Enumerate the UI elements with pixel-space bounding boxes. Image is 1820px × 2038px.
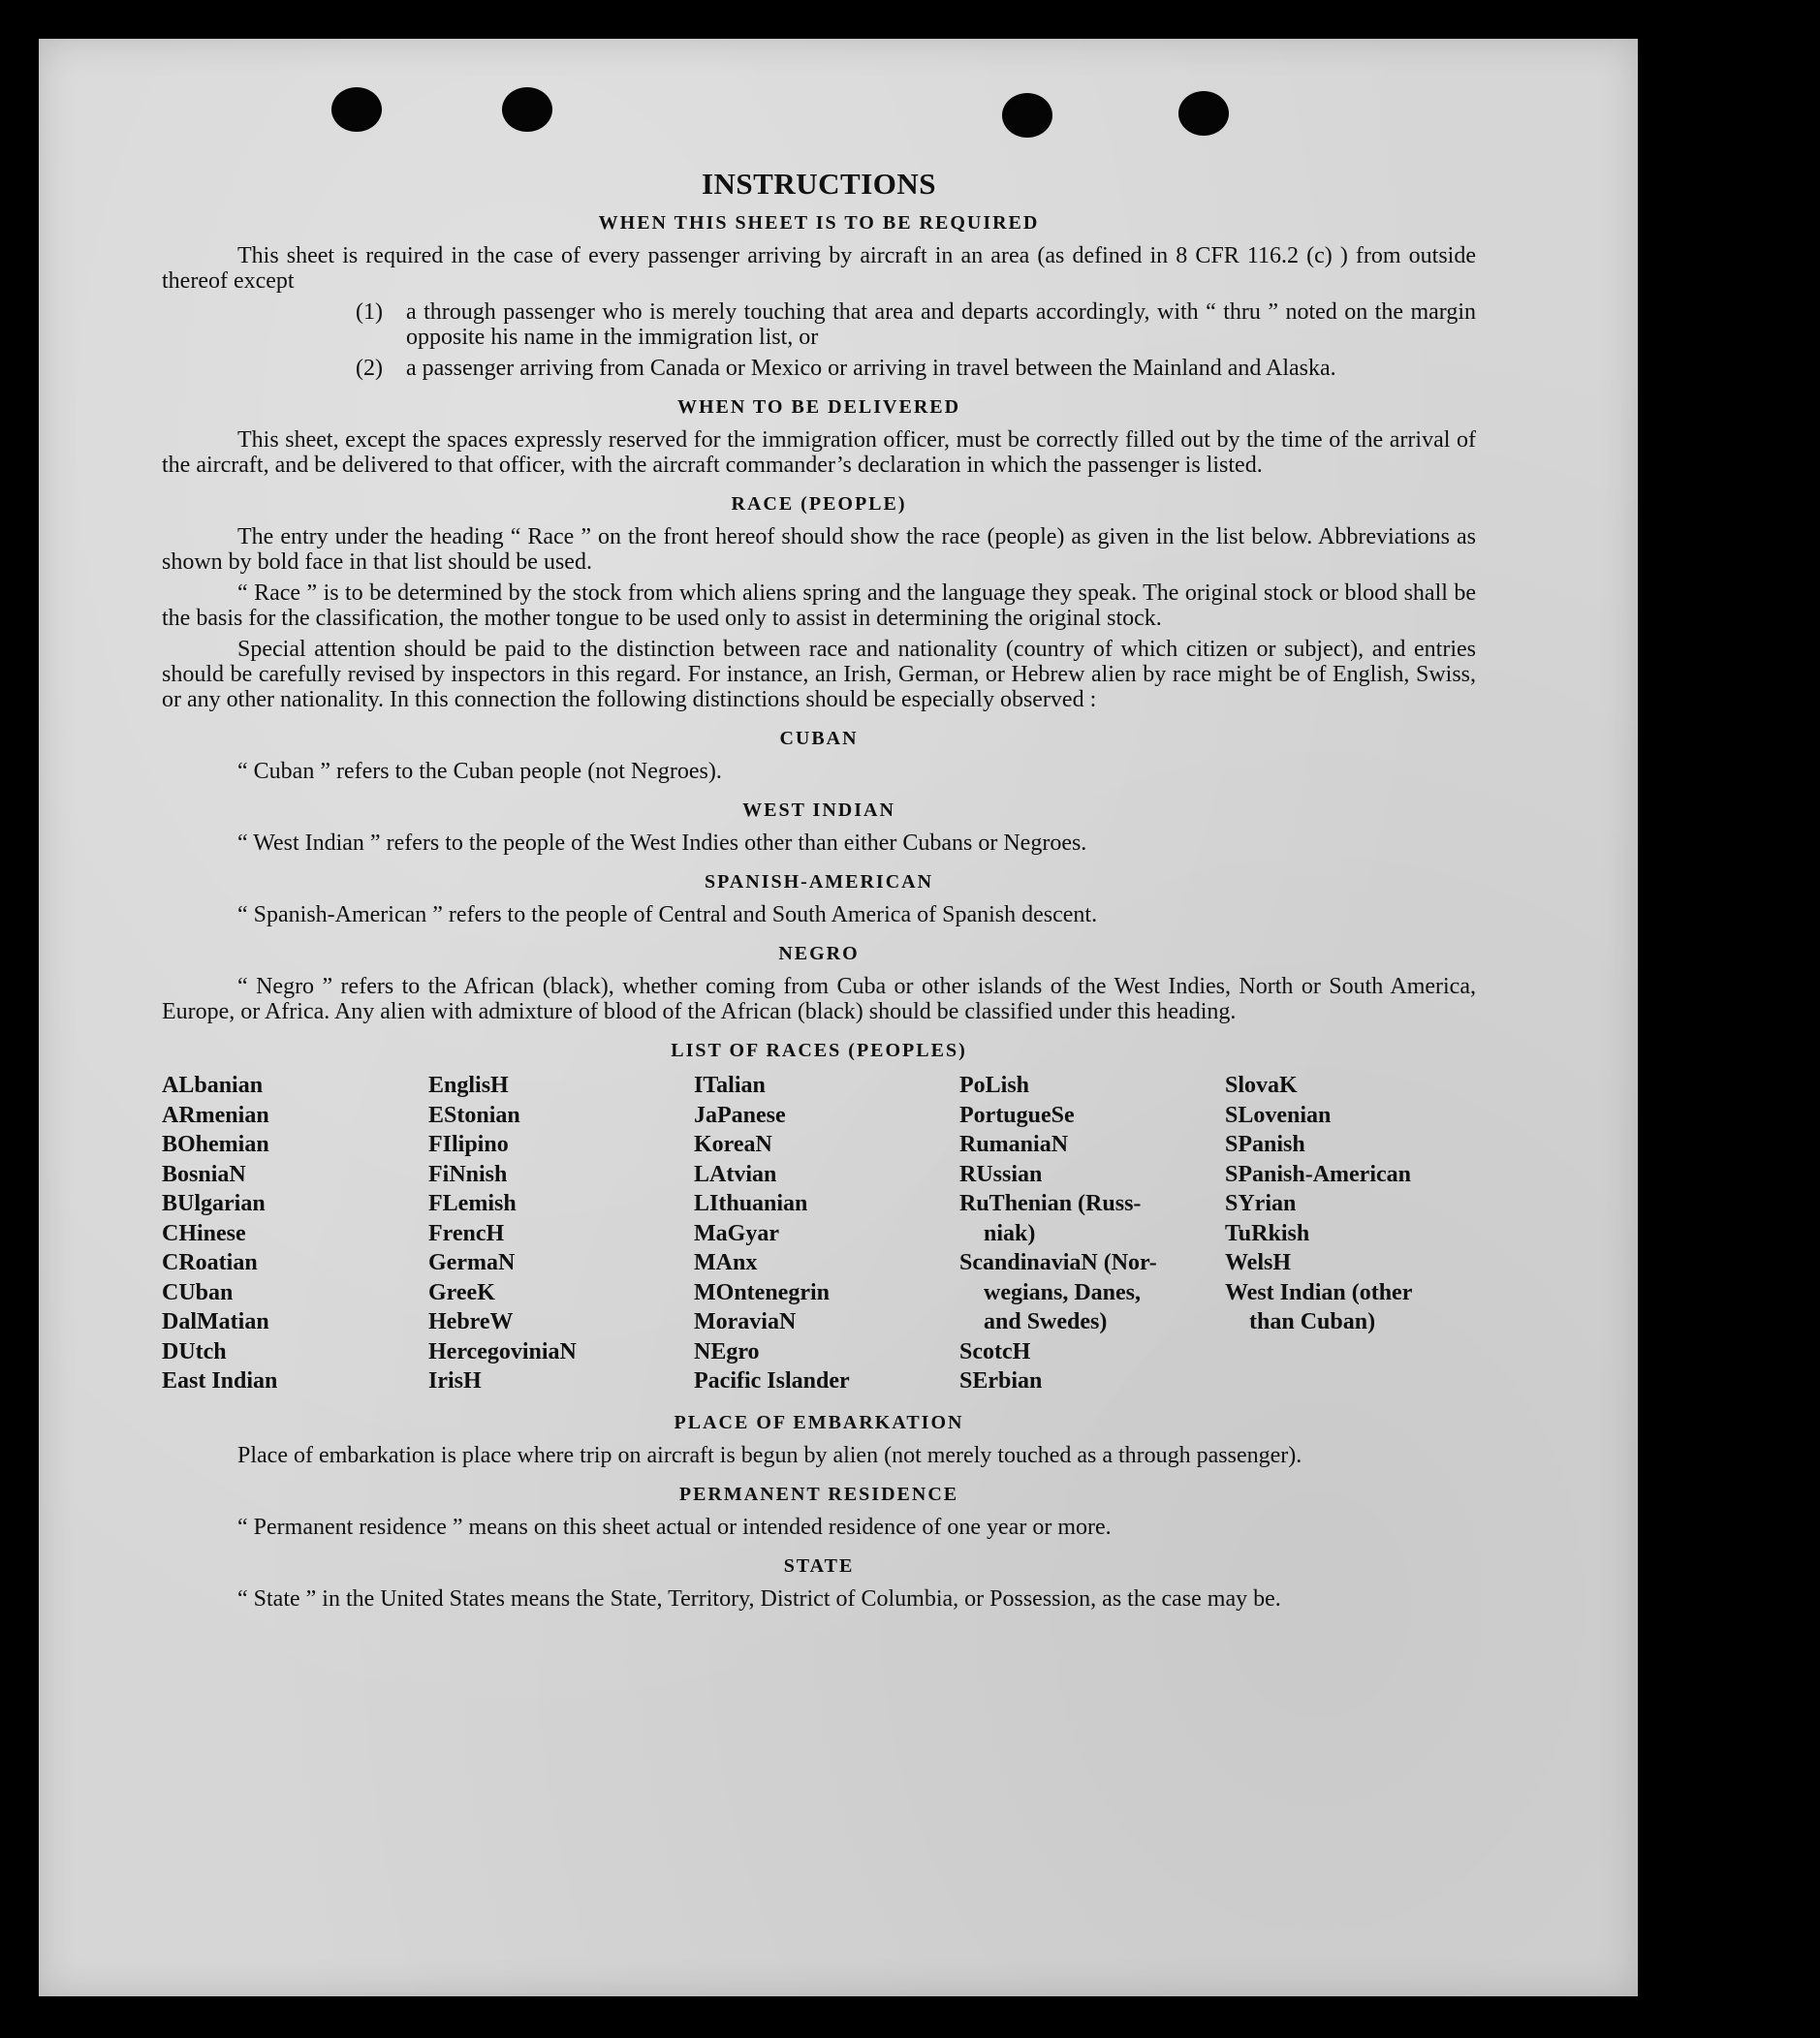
embarkation-text: Place of embarkation is place where trip on aircraft is begun by alien (not merely touched as a through passenger). [237, 1442, 1302, 1468]
race-entry: EStonian [428, 1102, 520, 1128]
race-entry: ITalian [694, 1073, 766, 1098]
negro-text: “ Negro ” refers to the African (black), whether coming from Cuba or other islands of the West Indies, North or South America, Europe, or Africa. Any alien with admixture of blood of the African (black) should be classified under this heading. [162, 974, 1476, 1024]
race-paragraph-1: The entry under the heading “ Race ” on the front hereof should show the race (people) as given in the list below. Abbreviations as shown by bold face in that list should be used. [162, 524, 1476, 575]
item-number: (2) [356, 356, 383, 381]
race-entry: PortugueSe [959, 1102, 1075, 1128]
page-title: INSTRUCTIONS [701, 167, 936, 201]
race-entry: CHinese [162, 1220, 246, 1246]
race-entry: CRoatian [162, 1250, 258, 1275]
race-entry: DalMatian [162, 1309, 269, 1334]
race-column [428, 1071, 694, 1396]
race-entry: FLemish [428, 1191, 517, 1216]
punch-hole [1002, 93, 1052, 138]
required-intro: This sheet is required in the case of every passenger arriving by aircraft in an area (as defined in 8 CFR 116.2 (c) ) from outside thereof except [162, 243, 1476, 294]
race-entry: MAnx [694, 1250, 758, 1275]
section-heading-state: STATE [783, 1554, 855, 1577]
race-entry: Pacific Islander [694, 1368, 850, 1394]
race-entry: DUtch [162, 1338, 227, 1364]
race-entry: SPanish-American [1225, 1161, 1411, 1187]
race-list [162, 1071, 1476, 1396]
race-entry: FiNnish [428, 1161, 508, 1187]
race-entry: HercegoviniaN [428, 1338, 577, 1364]
race-entry: WelsH [1225, 1250, 1292, 1275]
race-entry: MOntenegrin [694, 1279, 830, 1305]
punch-hole [502, 87, 552, 132]
section-heading-spanish-american: SPANISH-AMERICAN [704, 871, 934, 893]
race-entry: TuRkish [1225, 1220, 1310, 1246]
race-entry: SLovenian [1225, 1102, 1332, 1128]
race-entry: GermaN [428, 1250, 516, 1275]
race-entry: JaPanese [694, 1102, 786, 1128]
west-indian-text: “ West Indian ” refers to the people of the West Indies other than either Cubans or Negroes. [237, 831, 1087, 856]
race-entry: ScotcH [959, 1338, 1031, 1364]
race-column [694, 1071, 959, 1396]
state-text: “ State ” in the United States means the State, Territory, District of Columbia, or Possession, as the case may be. [237, 1585, 1281, 1612]
race-entry: East Indian [162, 1368, 278, 1394]
race-entry: ALbanian [162, 1073, 264, 1098]
race-entry: SYrian [1225, 1191, 1297, 1216]
race-entry: and Swedes) [984, 1309, 1108, 1334]
section-heading-west-indian: WEST INDIAN [742, 800, 895, 821]
race-entry: wegians, Danes, [984, 1279, 1142, 1305]
race-entry: MaGyar [694, 1220, 779, 1246]
section-heading-required: WHEN THIS SHEET IS TO BE REQUIRED [598, 212, 1040, 234]
race-paragraph-2: “ Race ” is to be determined by the stock from which aliens spring and the language they speak. The original stock or blood shall be the basis for the classification, the mother tongue to be used only to assist in determining the original stock. [162, 580, 1476, 631]
race-entry: BosniaN [162, 1161, 246, 1187]
race-column [162, 1071, 428, 1396]
section-heading-negro: NEGRO [778, 943, 860, 964]
race-entry: IrisH [428, 1368, 482, 1394]
race-entry: niak) [984, 1220, 1036, 1246]
punch-hole [1178, 91, 1229, 136]
section-heading-races: LIST OF RACES (PEOPLES) [671, 1040, 967, 1061]
section-heading-race: RACE (PEOPLE) [731, 493, 907, 515]
race-entry: ARmenian [162, 1102, 269, 1128]
item-text: a through passenger who is merely touching that area and departs accordingly, with “ thru ” noted on the margin opposite his name in the immigration list, or [406, 299, 1476, 350]
race-entry: FIlipino [428, 1132, 509, 1157]
race-entry: SPanish [1225, 1132, 1305, 1157]
section-heading-residence: PERMANENT RESIDENCE [678, 1483, 959, 1505]
delivered-text: This sheet, except the spaces expressly reserved for the immigration officer, must be correctly filled out by the time of the arrival of the aircraft, and be delivered to that officer, with the aircraft commander’s declaration in which the passenger is listed. [162, 427, 1476, 478]
race-entry: LAtvian [694, 1161, 777, 1187]
race-entry: SErbian [959, 1368, 1043, 1394]
instructions-content [162, 133, 1476, 1617]
list-item [162, 356, 1476, 381]
race-entry: RUssian [959, 1161, 1043, 1187]
race-entry: RuThenian (Russ- [959, 1191, 1142, 1216]
section-heading-cuban: CUBAN [779, 728, 859, 749]
race-entry: CUban [162, 1279, 234, 1305]
list-item [162, 299, 1476, 350]
item-text: a passenger arriving from Canada or Mexico or arriving in travel between the Mainland and Alaska. [406, 356, 1336, 381]
cuban-text: “ Cuban ” refers to the Cuban people (not Negroes). [237, 759, 722, 784]
race-entry: BOhemian [162, 1132, 269, 1157]
race-entry: ScandinaviaN (Nor- [959, 1250, 1157, 1275]
race-paragraph-3: Special attention should be paid to the distinction between race and nationality (country of which citizen or subject), and entries should be carefully revised by inspectors in this regard. For instance, an Irish, German, or Hebrew alien by race might be of English, Swiss, or any other nationality. In this connection the following distinctions should be especially observed : [162, 637, 1476, 712]
race-entry: NEgro [694, 1338, 760, 1364]
race-entry: EnglisH [428, 1073, 509, 1098]
race-column [959, 1071, 1225, 1396]
section-heading-embarkation: PLACE OF EMBARKATION [674, 1411, 964, 1433]
race-entry: MoraviaN [694, 1309, 797, 1334]
race-entry: KoreaN [694, 1132, 772, 1157]
race-entry: GreeK [428, 1279, 495, 1305]
residence-text: “ Permanent residence ” means on this sheet actual or intended residence of one year or more. [237, 1514, 1112, 1540]
race-entry: SlovaK [1225, 1073, 1298, 1098]
race-column [1225, 1071, 1477, 1396]
race-entry: RumaniaN [959, 1132, 1069, 1157]
spanish-american-text: “ Spanish-American ” refers to the people of Central and South America of Spanish descent. [237, 902, 1098, 927]
item-number: (1) [356, 299, 383, 325]
race-entry: than Cuban) [1249, 1309, 1376, 1334]
race-entry: West Indian (other [1225, 1279, 1413, 1305]
race-entry: BUlgarian [162, 1191, 266, 1216]
punch-hole [331, 87, 382, 132]
race-entry: FrencH [428, 1220, 505, 1246]
race-entry: LIthuanian [694, 1191, 808, 1216]
race-entry: HebreW [428, 1309, 514, 1334]
race-entry: PoLish [959, 1073, 1030, 1098]
section-heading-delivered: WHEN TO BE DELIVERED [676, 396, 961, 418]
